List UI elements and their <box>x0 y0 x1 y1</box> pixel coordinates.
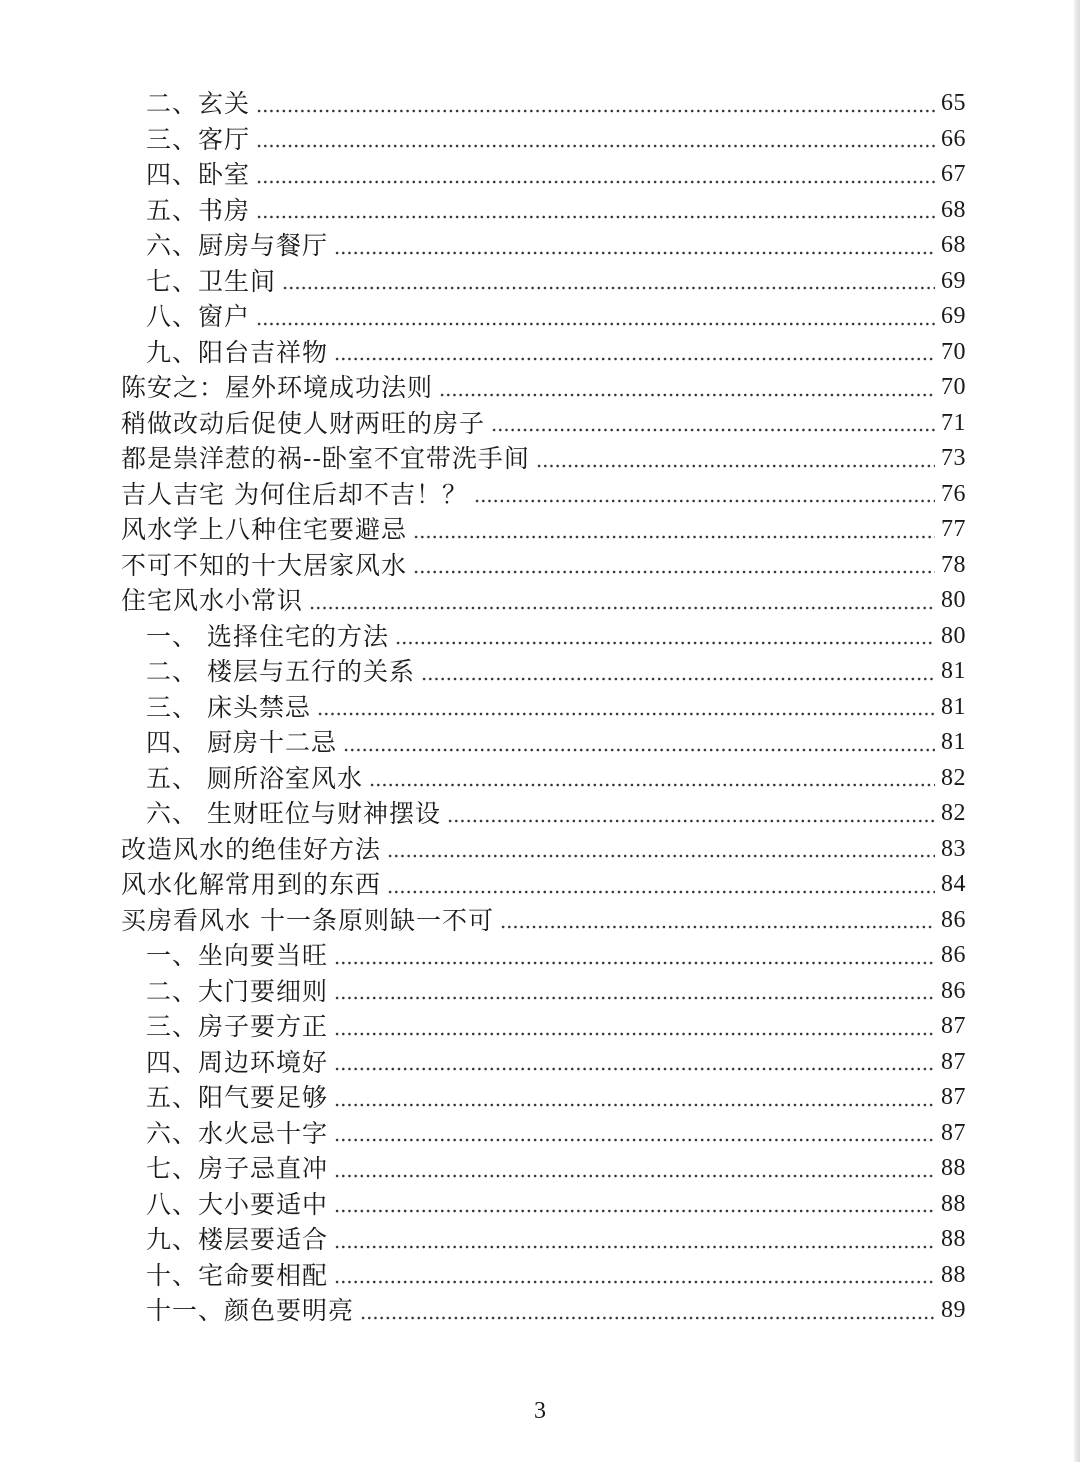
toc-entry-page: 80 <box>941 622 966 649</box>
toc-dot-leader <box>334 1065 935 1073</box>
toc-entry <box>0 1116 1080 1152</box>
toc-dot-leader <box>256 107 935 115</box>
toc-entry <box>0 938 1080 974</box>
toc-entry <box>0 654 1080 690</box>
toc-entry <box>0 86 1080 122</box>
toc-entry-page: 87 <box>941 1048 966 1075</box>
toc-entry-title: 二、大门要细则 <box>146 976 329 1006</box>
toc-entry-title: 改造风水的绝佳好方法 <box>121 834 382 864</box>
toc-entry-page: 76 <box>941 480 966 507</box>
toc-entry-title: 一、 选择住宅的方法 <box>146 621 389 651</box>
toc-entry-title: 风水学上八种住宅要避忌 <box>121 515 408 545</box>
toc-entry <box>0 441 1080 477</box>
page-number: 3 <box>534 1398 546 1424</box>
toc-dot-leader <box>334 1278 935 1286</box>
toc-entry-page: 87 <box>941 1084 966 1111</box>
toc-entry-page: 68 <box>941 196 966 223</box>
toc-dot-leader <box>421 675 935 683</box>
toc-entry <box>0 477 1080 513</box>
toc-entry-title: 五、阳气要足够 <box>146 1083 329 1113</box>
toc-entry-title: 五、 厕所浴室风水 <box>146 763 363 793</box>
toc-entry <box>0 761 1080 797</box>
toc-dot-leader <box>334 959 935 967</box>
toc-entry-page: 69 <box>941 303 966 330</box>
toc-dot-leader <box>334 1243 935 1251</box>
toc-entry <box>0 1187 1080 1223</box>
toc-entry-page: 83 <box>941 835 966 862</box>
toc-dot-leader <box>369 781 935 789</box>
toc-entry-page: 88 <box>941 1261 966 1288</box>
toc-entry <box>0 122 1080 158</box>
toc-entry-page: 81 <box>941 729 966 756</box>
toc-entry <box>0 1293 1080 1329</box>
page-edge-shadow <box>1074 0 1080 1462</box>
toc-entry-page: 65 <box>941 90 966 117</box>
toc-entry <box>0 299 1080 335</box>
toc-dot-leader <box>395 639 935 647</box>
toc-entry <box>0 796 1080 832</box>
toc-entry-page: 68 <box>941 232 966 259</box>
toc-dot-leader <box>334 1207 935 1215</box>
toc-entry <box>0 1045 1080 1081</box>
toc-dot-leader <box>387 852 935 860</box>
toc-entry-title: 不可不知的十大居家风水 <box>121 550 408 580</box>
toc-entry-title: 七、房子忌直冲 <box>146 1154 329 1184</box>
toc-entry-page: 77 <box>941 516 966 543</box>
toc-entry <box>0 370 1080 406</box>
toc-entry-page: 87 <box>941 1119 966 1146</box>
toc-entry-title: 三、房子要方正 <box>146 1012 329 1042</box>
toc-entry <box>0 903 1080 939</box>
toc-entry-page: 88 <box>941 1155 966 1182</box>
toc-entry-title: 二、玄关 <box>146 89 251 119</box>
toc-entry <box>0 548 1080 584</box>
toc-entry <box>0 583 1080 619</box>
toc-entry-page: 89 <box>941 1297 966 1324</box>
toc-dot-leader <box>447 817 935 825</box>
toc-entry-title: 九、楼层要适合 <box>146 1225 329 1255</box>
toc-entry <box>0 832 1080 868</box>
toc-entry-title: 六、水火忌十字 <box>146 1118 329 1148</box>
toc-entry-page: 84 <box>941 871 966 898</box>
toc-entry <box>0 406 1080 442</box>
toc-entry-title: 四、卧室 <box>146 160 251 190</box>
toc-entry-title: 三、 床头禁忌 <box>146 692 311 722</box>
toc-dot-leader <box>334 1101 935 1109</box>
toc-entry-page: 82 <box>941 800 966 827</box>
toc-entry-title: 稍做改动后促使人财两旺的房子 <box>121 408 486 438</box>
toc-entry-page: 88 <box>941 1190 966 1217</box>
toc-entry <box>0 619 1080 655</box>
toc-dot-leader <box>334 994 935 1002</box>
toc-dot-leader <box>474 497 935 505</box>
toc-dot-leader <box>491 426 935 434</box>
toc-entry-title: 风水化解常用到的东西 <box>121 870 382 900</box>
toc-dot-leader <box>413 533 935 541</box>
toc-dot-leader <box>343 746 935 754</box>
toc-entry <box>0 725 1080 761</box>
toc-entry <box>0 228 1080 264</box>
toc-entry-page: 81 <box>941 658 966 685</box>
table-of-contents <box>0 86 1080 1329</box>
toc-dot-leader <box>536 462 935 470</box>
toc-entry-title: 四、 厨房十二忌 <box>146 728 337 758</box>
toc-entry-title: 七、卫生间 <box>146 266 277 296</box>
toc-entry <box>0 1258 1080 1294</box>
toc-entry-title: 住宅风水小常识 <box>121 586 304 616</box>
toc-entry-page: 87 <box>941 1013 966 1040</box>
toc-entry <box>0 1222 1080 1258</box>
toc-entry <box>0 974 1080 1010</box>
toc-entry-page: 88 <box>941 1226 966 1253</box>
toc-dot-leader <box>387 888 935 896</box>
toc-dot-leader <box>334 1136 935 1144</box>
toc-dot-leader <box>282 284 935 292</box>
toc-entry-title: 都是祟洋惹的祸--卧室不宜带洗手间 <box>121 444 530 474</box>
toc-entry-page: 70 <box>941 338 966 365</box>
toc-entry <box>0 1009 1080 1045</box>
toc-dot-leader <box>334 1030 935 1038</box>
toc-entry <box>0 1080 1080 1116</box>
toc-entry-page: 71 <box>941 409 966 436</box>
toc-entry <box>0 193 1080 229</box>
toc-entry-title: 十一、颜色要明亮 <box>146 1296 355 1326</box>
toc-entry-title: 二、 楼层与五行的关系 <box>146 657 415 687</box>
toc-entry-title: 吉人吉宅 为何住后却不吉！？ <box>121 479 468 509</box>
toc-dot-leader <box>256 320 935 328</box>
toc-entry-page: 73 <box>941 445 966 472</box>
toc-entry-page: 86 <box>941 977 966 1004</box>
toc-entry <box>0 512 1080 548</box>
toc-entry-page: 78 <box>941 551 966 578</box>
toc-entry-title: 八、大小要适中 <box>146 1189 329 1219</box>
toc-dot-leader <box>334 355 935 363</box>
toc-dot-leader <box>256 178 935 186</box>
toc-entry <box>0 690 1080 726</box>
toc-entry <box>0 335 1080 371</box>
toc-entry-title: 八、窗户 <box>146 302 251 332</box>
toc-entry <box>0 157 1080 193</box>
toc-entry-title: 买房看风水 十一条原则缺一不可 <box>121 905 494 935</box>
toc-entry-page: 80 <box>941 587 966 614</box>
toc-dot-leader <box>317 710 935 718</box>
toc-dot-leader <box>413 568 935 576</box>
toc-entry-title: 十、宅命要相配 <box>146 1260 329 1290</box>
toc-entry <box>0 264 1080 300</box>
toc-entry-title: 四、周边环境好 <box>146 1047 329 1077</box>
toc-dot-leader <box>334 1172 935 1180</box>
toc-entry <box>0 1151 1080 1187</box>
toc-entry-title: 陈安之：屋外环境成功法则 <box>121 373 434 403</box>
toc-entry-page: 70 <box>941 374 966 401</box>
toc-entry-page: 86 <box>941 906 966 933</box>
toc-entry-page: 67 <box>941 161 966 188</box>
toc-entry-page: 81 <box>941 693 966 720</box>
toc-entry-page: 86 <box>941 942 966 969</box>
toc-entry-title: 三、客厅 <box>146 124 251 154</box>
toc-dot-leader <box>309 604 935 612</box>
toc-dot-leader <box>439 391 935 399</box>
toc-entry-title: 六、 生财旺位与财神摆设 <box>146 799 441 829</box>
toc-entry-title: 六、厨房与餐厅 <box>146 231 329 261</box>
toc-entry-title: 九、阳台吉祥物 <box>146 337 329 367</box>
toc-dot-leader <box>256 213 935 221</box>
toc-dot-leader <box>360 1314 935 1322</box>
toc-dot-leader <box>334 249 935 257</box>
toc-entry-page: 69 <box>941 267 966 294</box>
toc-dot-leader <box>256 142 935 150</box>
toc-entry <box>0 867 1080 903</box>
toc-entry-title: 五、书房 <box>146 195 251 225</box>
toc-entry-page: 82 <box>941 764 966 791</box>
toc-entry-title: 一、坐向要当旺 <box>146 941 329 971</box>
toc-entry-page: 66 <box>941 125 966 152</box>
toc-dot-leader <box>500 923 935 931</box>
